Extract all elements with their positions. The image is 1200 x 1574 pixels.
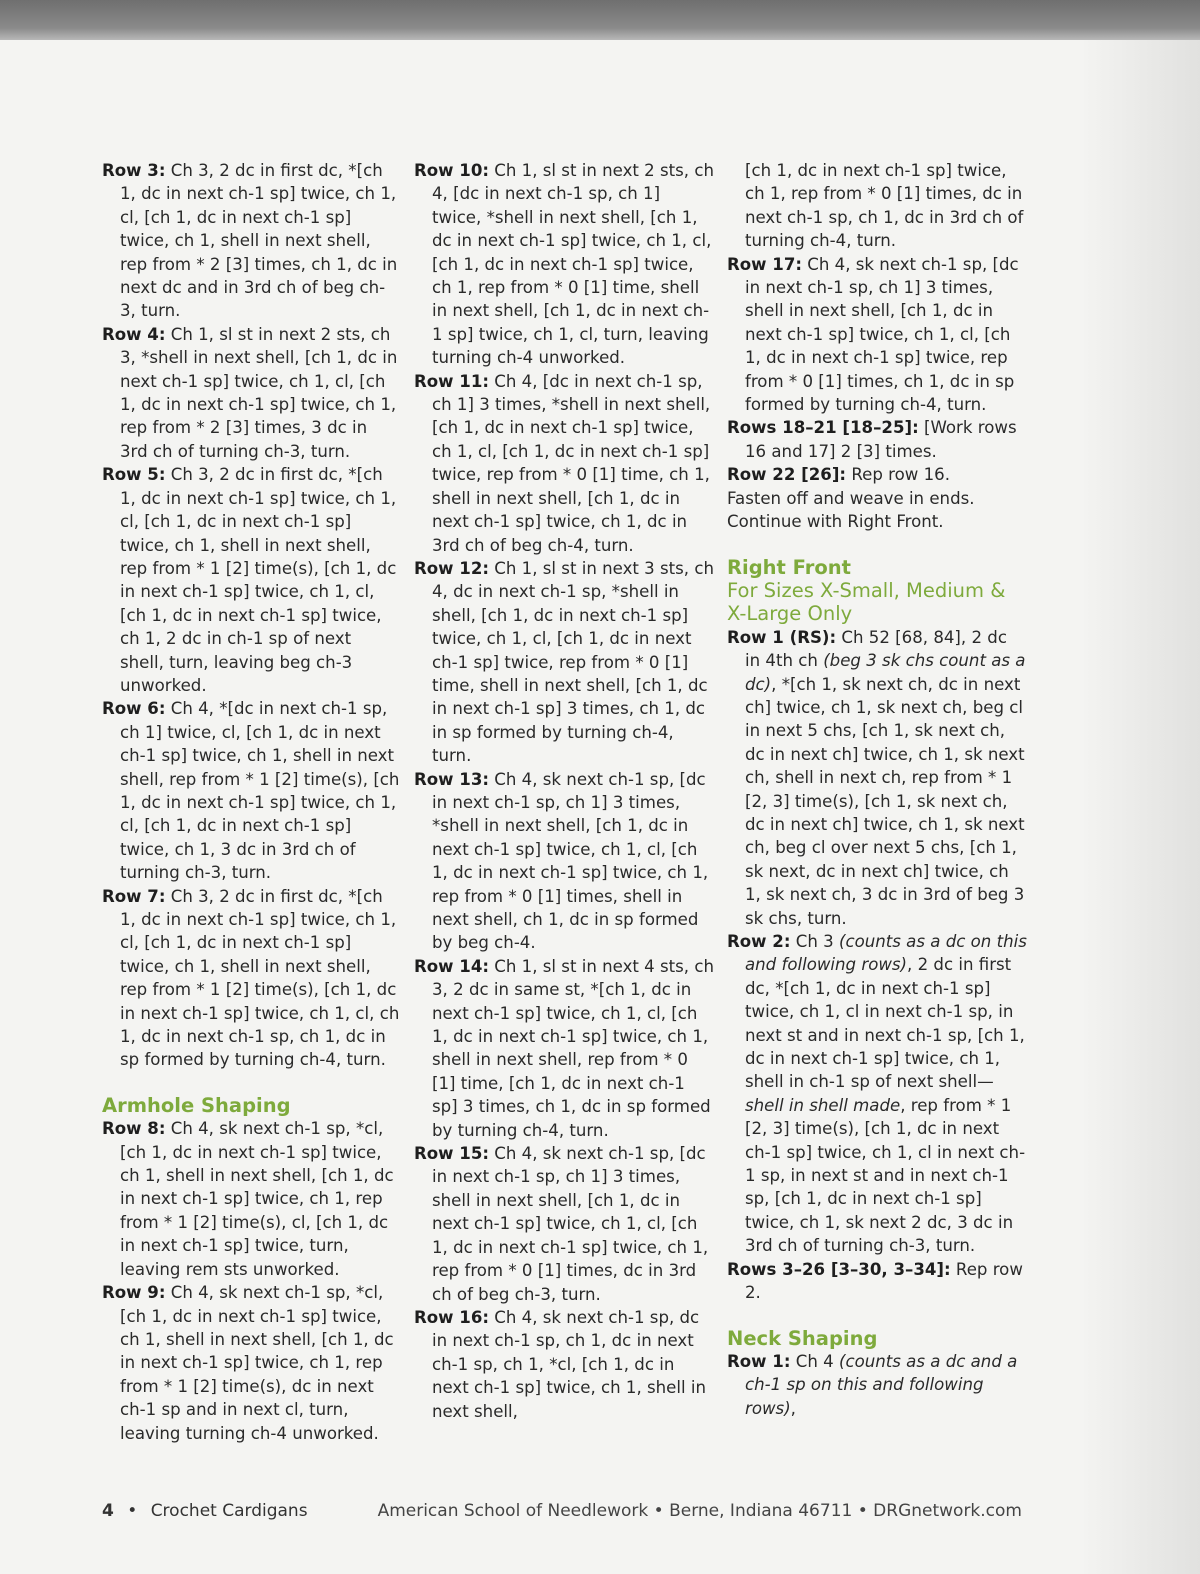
pattern-row	[414, 557, 714, 768]
row-label: Row 12:	[414, 558, 490, 578]
row-instruction: , 2 dc in first dc, *[ch 1, dc in next ch-1 sp] twice, ch 1, cl in next ch-1 sp, in next st and in next ch-1 sp, [ch 1, dc in next ch-1 sp] twice, ch 1, shell in ch-1 sp of next shell—	[745, 955, 1025, 1092]
row-instruction: Ch 4, sk next ch-1 sp, *cl, [ch 1, dc in next ch-1 sp] twice, ch 1, shell in next shell, [ch 1, dc in next ch-1 sp] twice, ch 1, rep from * 1 [2] time(s), dc in next ch-1 sp and in next cl, turn, leaving turning ch-4 unworked.	[120, 1283, 394, 1443]
pattern-row	[102, 885, 400, 1072]
pattern-row	[727, 1258, 1027, 1305]
row-instruction: ,	[790, 1398, 796, 1418]
row-instruction: Ch 4, sk next ch-1 sp, dc in next ch-1 sp, ch 1, dc in next ch-1 sp, ch 1, *cl, [ch 1, dc in next ch-1 sp] twice, ch 1, shell in next shell,	[432, 1307, 707, 1421]
row-label: Row 1:	[727, 1351, 791, 1371]
row-label: Row 2:	[727, 932, 791, 951]
section-heading: Neck Shaping	[727, 1326, 878, 1350]
row-label: Row 14:	[414, 956, 490, 976]
row-label: Rows 18–21 [18–25]:	[727, 418, 919, 438]
page-number: 4	[102, 1501, 114, 1521]
scan-shadow-right	[1080, 40, 1200, 1574]
italic-note: shell in shell made	[745, 1095, 901, 1115]
pattern-row	[102, 697, 400, 884]
pattern-row	[414, 768, 714, 955]
scan-shadow-top	[0, 0, 1200, 40]
row-label: Row 9:	[102, 1283, 166, 1303]
row-label: Row 8:	[102, 1119, 166, 1139]
row-instruction: Ch 3, 2 dc in first dc, *[ch 1, dc in next ch-1 sp] twice, ch 1, cl, [ch 1, dc in next ch-1 sp] twice, ch 1, shell in next shell, rep from * 2 [3] times, ch 1, dc in next dc and in 3rd ch of beg ch-3, turn.	[120, 161, 398, 321]
row-instruction: Ch 4, sk next ch-1 sp, *cl, [ch 1, dc in next ch-1 sp] twice, ch 1, shell in next shell, [ch 1, dc in next ch-1 sp] twice, ch 1, rep from * 1 [2] time(s), cl, [ch 1, dc in next ch-1 sp] twice, turn, leaving rem sts unworked.	[120, 1119, 394, 1279]
row-instruction: Ch 3, 2 dc in first dc, *[ch 1, dc in next ch-1 sp] twice, ch 1, cl, [ch 1, dc in next ch-1 sp] twice, ch 1, shell in next shell, rep from * 1 [2] time(s), [ch 1, dc in next ch-1 sp] twice, ch 1, cl, ch 1, dc in next ch-1 sp, ch 1, dc in sp formed by turning ch-4, turn.	[120, 886, 400, 1070]
pattern-row	[102, 1117, 400, 1281]
row-instruction: Ch 4, *[dc in next ch-1 sp, ch 1] twice, cl, [ch 1, dc in next ch-1 sp] twice, ch 1, shell in next shell, rep from * 1 [2] time(s), [ch 1, dc in next ch-1 sp] twice, ch 1, cl, [ch 1, dc in next ch-1 sp] twice, ch 1, 3 dc in 3rd ch of turning ch-3, turn.	[120, 699, 400, 883]
pattern-row	[727, 416, 1027, 463]
row-instruction: Ch 4, sk next ch-1 sp, [dc in next ch-1 sp, ch 1] 3 times, *shell in next shell, [ch 1, dc in next ch-1 sp] twice, ch 1, cl, [ch 1, dc in next ch-1 sp] twice, ch 1, rep from * 0 [1] times, shell in next shell, ch 1, dc in sp formed by beg ch-4.	[432, 769, 709, 953]
row-label: Row 3:	[102, 161, 166, 180]
italic-note: (beg 3 sk chs count as a dc)	[745, 651, 1026, 694]
pattern-row	[414, 159, 714, 370]
row-instruction: Ch 4, [dc in next ch-1 sp, ch 1] 3 times, *shell in next shell, [ch 1, dc in next ch-1 sp] twice, ch 1, cl, [ch 1, dc in next ch-1 sp] twice, rep from * 0 [1] time, ch 1, shell in next shell, [ch 1, dc in next ch-1 sp] twice, ch 1, dc in 3rd ch of beg ch-4, turn.	[432, 371, 711, 555]
row-instruction: Ch 1, sl st in next 3 sts, ch 4, dc in next ch-1 sp, *shell in shell, [ch 1, dc in next ch-1 sp] twice, ch 1, cl, [ch 1, dc in next ch-1 sp] twice, rep from * 0 [1] time, shell in next shell, [ch 1, dc in next ch-1 sp] 3 times, ch 1, dc in sp formed by turning ch-4, turn.	[432, 558, 714, 766]
italic-note: (counts as a dc and a ch-1 sp on this and following rows)	[745, 1351, 1018, 1418]
pattern-row	[102, 463, 400, 697]
pattern-row	[727, 463, 1027, 486]
row-instruction: Ch 1, sl st in next 4 sts, ch 3, 2 dc in same st, *[ch 1, dc in next ch-1 sp] twice, ch 1, cl, [ch 1, dc in next ch-1 sp] twice, ch 1, shell in next shell, rep from * 0 [1] time, [ch 1, dc in next ch-1 sp] 3 times, ch 1, dc in sp formed by turning ch-4, turn.	[432, 956, 714, 1140]
row-label: Row 4:	[102, 324, 166, 344]
italic-note: (counts as a dc on this and following rows)	[745, 932, 1027, 975]
pattern-row	[102, 1281, 400, 1445]
row-instruction: Ch 4	[790, 1351, 839, 1371]
pattern-row	[414, 1306, 714, 1423]
row-label: Row 10:	[414, 161, 490, 180]
row-instruction: [Work rows 16 and 17] 2 [3] times.	[745, 418, 1017, 461]
pattern-row	[414, 370, 714, 557]
row-label: Row 1 (RS):	[727, 627, 837, 647]
section-heading: Armhole Shaping	[102, 1093, 291, 1117]
section-subheading: For Sizes X-Small, Medium & X-Large Only	[727, 578, 1006, 626]
pattern-row	[102, 159, 400, 323]
row-label: Row 15:	[414, 1144, 490, 1164]
column-1	[102, 159, 400, 1445]
row-instruction: Ch 1, sl st in next 2 sts, ch 4, [dc in next ch-1 sp, ch 1] twice, *shell in next shell, [ch 1, dc in next ch-1 sp] twice, ch 1, cl, [ch 1, dc in next ch-1 sp] twice, ch 1, rep from * 0 [1] time, shell in next shell, [ch 1, dc in next ch-1 sp] twice, ch 1, cl, turn, leaving turning ch-4 unworked.	[432, 161, 714, 368]
row-instruction: Rep row 16.	[846, 465, 950, 485]
row-instruction: Ch 4, sk next ch-1 sp, [dc in next ch-1 sp, ch 1] 3 times, shell in next shell, [ch 1, dc in next ch-1 sp] twice, ch 1, cl, [ch 1, dc in next ch-1 sp] twice, ch 1, rep from * 0 [1] times, dc in 3rd ch of beg ch-3, turn.	[432, 1144, 709, 1304]
row-instruction: , rep from * 1 [2, 3] time(s), [ch 1, dc in next ch-1 sp] twice, ch 1, cl in next ch-1 sp, in next st and in next ch-1 sp, [ch 1, dc in next ch-1 sp] twice, ch 1, sk next 2 dc, 3 dc in 3rd ch of turning ch-3, turn.	[745, 1095, 1026, 1256]
row-instruction: Ch 4, sk next ch-1 sp, [dc in next ch-1 sp, ch 1] 3 times, shell in next shell, [ch 1, dc in next ch-1 sp] twice, ch 1, cl, [ch 1, dc in next ch-1 sp] twice, rep from * 0 [1] times, ch 1, dc in sp formed by turning ch-4, turn.	[745, 254, 1019, 415]
row-label: Row 7:	[102, 886, 166, 906]
row-label: Row 5:	[102, 465, 166, 485]
column-3	[727, 159, 1027, 1420]
row-instruction: Ch 3, 2 dc in first dc, *[ch 1, dc in next ch-1 sp] twice, ch 1, cl, [ch 1, dc in next ch-1 sp] twice, ch 1, shell in next shell, rep from * 1 [2] time(s), [ch 1, dc in next ch-1 sp] twice, ch 1, cl, [ch 1, dc in next ch-1 sp] twice, ch 1, 2 dc in ch-1 sp of next shell, turn, leaving beg ch-3 unworked.	[120, 465, 397, 695]
row-continuation: [ch 1, dc in next ch-1 sp] twice, ch 1, rep from * 0 [1] times, dc in next ch-1 sp, ch 1, dc in 3rd ch of turning ch-4, turn.	[745, 161, 1024, 251]
page-footer	[102, 1496, 1022, 1526]
pattern-row	[727, 253, 1027, 417]
instruction-text: Continue with Right Front.	[727, 512, 944, 532]
row-label: Row 17:	[727, 254, 803, 274]
pattern-row	[414, 1142, 714, 1306]
publication-title: Crochet Cardigans	[150, 1501, 308, 1521]
row-instruction: Ch 3	[790, 932, 839, 951]
instruction-text: Fasten off and weave in ends.	[727, 488, 975, 508]
pattern-row	[727, 1350, 1027, 1420]
row-label: Row 11:	[414, 371, 490, 391]
row-instruction: Rep row 2.	[745, 1259, 1023, 1303]
footer-bullet: •	[127, 1501, 138, 1521]
row-instruction: , *[ch 1, sk next ch, dc in next ch] twice, ch 1, sk next ch, beg cl in next 5 chs, [ch 1, sk next ch, dc in next ch] twice, ch 1, sk next ch, shell in next ch, rep from * 1 [2, 3] time(s), [ch 1, sk next ch, dc in next ch] twice, ch 1, sk next ch, beg cl over next 5 chs, [ch 1, sk next, dc in next ch] twice, ch 1, sk next ch, 3 dc in 3rd of beg 3 sk chs, turn.	[745, 674, 1025, 928]
pattern-row	[727, 930, 1027, 1258]
pattern-row	[414, 955, 714, 1142]
section-heading: Right Front	[727, 555, 851, 579]
pattern-row	[727, 626, 1027, 930]
row-label: Row 22 [26]:	[727, 465, 847, 485]
row-label: Row 13:	[414, 769, 490, 789]
row-label: Row 6:	[102, 699, 166, 719]
column-2	[414, 159, 714, 1423]
row-label: Rows 3–26 [3–30, 3–34]:	[727, 1259, 951, 1279]
pattern-row	[102, 323, 400, 463]
publisher-info: American School of Needlework • Berne, Indiana 46711 • DRGnetwork.com	[377, 1501, 1022, 1521]
row-instruction: Ch 52 [68, 84], 2 dc in 4th ch	[745, 627, 1007, 671]
row-label: Row 16:	[414, 1307, 490, 1327]
row-instruction: Ch 1, sl st in next 2 sts, ch 3, *shell in next shell, [ch 1, dc in next ch-1 sp] twice, ch 1, cl, [ch 1, dc in next ch-1 sp] twice, ch 1, rep from * 2 [3] times, 3 dc in 3rd ch of turning ch-3, turn.	[120, 324, 398, 461]
